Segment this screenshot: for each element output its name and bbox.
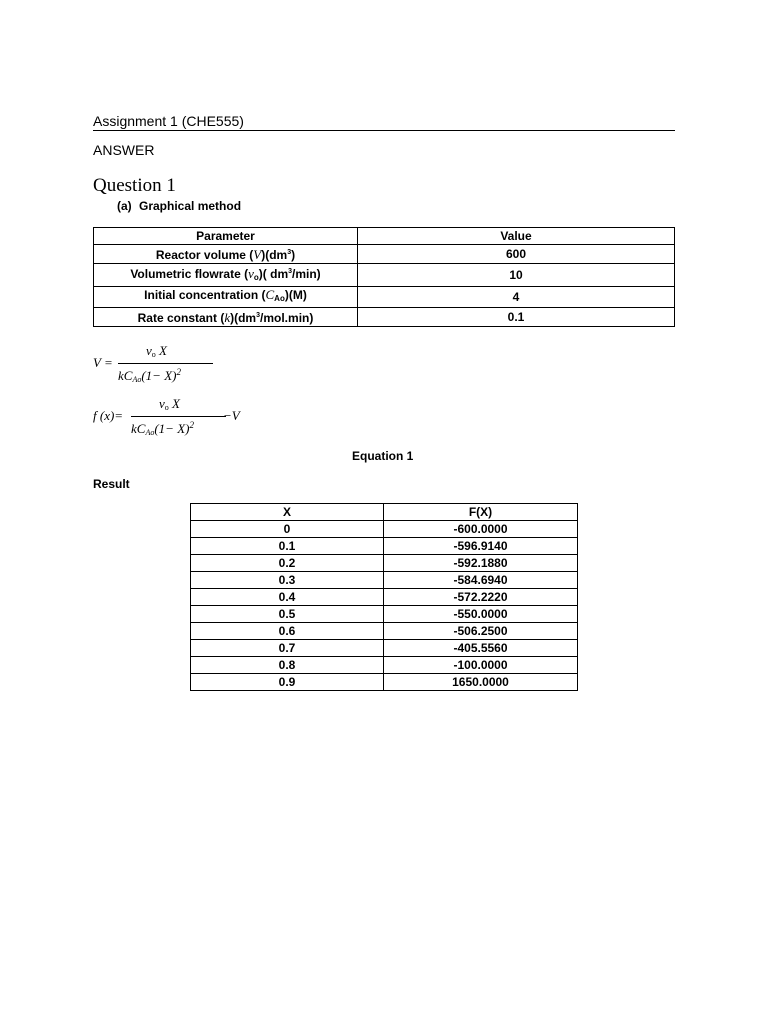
fraction-bar: [118, 363, 213, 364]
answer-label: ANSWER: [93, 142, 155, 158]
x-cell: 0: [191, 521, 384, 538]
parameter-symbol: k: [224, 310, 231, 325]
table-row: [191, 606, 578, 623]
parameter-label: Reactor volume (: [155, 248, 254, 262]
table-row: [94, 245, 675, 264]
part-title: Graphical method: [139, 199, 242, 213]
table-row: [191, 657, 578, 674]
parameter-unit: )(M): [284, 288, 307, 302]
fx-cell: -592.1880: [384, 555, 578, 572]
x-cell: 0.3: [191, 572, 384, 589]
x-cell: 0.4: [191, 589, 384, 606]
parameter-cell: [94, 245, 358, 264]
column-header-x: X: [191, 504, 384, 521]
parameter-unit-tail: /min): [292, 267, 321, 281]
x-cell: 0.1: [191, 538, 384, 555]
x-cell: 0.7: [191, 640, 384, 657]
table-row: [94, 308, 675, 327]
parameter-unit-exponent: 3: [256, 312, 261, 319]
fx-cell: -584.6940: [384, 572, 578, 589]
table-row: [191, 623, 578, 640]
column-header-parameter: Parameter: [94, 228, 358, 245]
table-row: [191, 555, 578, 572]
part-heading: [117, 199, 241, 213]
equation-lhs: V =: [93, 355, 113, 370]
equation-caption: Equation 1: [352, 449, 414, 463]
table-row: [191, 572, 578, 589]
x-cell: 0.5: [191, 606, 384, 623]
document-header: [93, 113, 675, 131]
parameter-cell: [94, 287, 358, 308]
parameter-symbol: V: [253, 247, 262, 262]
equation-denominator: $kC_{Ao}(1- X)^2$: [118, 367, 181, 384]
parameter-symbol: v: [248, 266, 254, 281]
equation-numerator: $v_o$ X: [146, 343, 167, 359]
header-title: Assignment 1 (CHE555): [93, 113, 244, 129]
table-row: [191, 521, 578, 538]
parameter-label: Initial concentration (: [144, 288, 266, 302]
value-cell: 0.1: [358, 308, 675, 327]
fx-cell: 1650.0000: [384, 674, 578, 691]
equation-denominator: $kC_{Ao}(1- X)^2$: [131, 420, 194, 437]
x-cell: 0.2: [191, 555, 384, 572]
parameter-unit: )(dm: [230, 311, 257, 325]
parameter-symbol: C: [265, 287, 275, 302]
result-table: [190, 503, 578, 691]
column-header-value: Value: [358, 228, 675, 245]
parameter-unit-exponent: 3: [288, 268, 293, 275]
part-marker: (a): [117, 199, 132, 213]
fraction-bar: [131, 416, 226, 417]
parameter-label: Rate constant (: [137, 311, 225, 325]
equation-volume: [93, 343, 293, 388]
equation-function: [93, 396, 313, 441]
parameter-unit: )( dm: [258, 267, 289, 281]
parameter-unit-exponent: 3: [287, 249, 292, 256]
x-cell: 0.6: [191, 623, 384, 640]
fx-cell: -600.0000: [384, 521, 578, 538]
table-row: [191, 640, 578, 657]
table-row: [191, 538, 578, 555]
parameter-cell: [94, 264, 358, 287]
table-row: [94, 264, 675, 287]
value-cell: 600: [358, 245, 675, 264]
table-row: [191, 589, 578, 606]
parameter-unit-tail: /mol.min): [260, 311, 314, 325]
result-label: Result: [93, 477, 130, 491]
fx-cell: -596.9140: [384, 538, 578, 555]
x-cell: 0.8: [191, 657, 384, 674]
value-cell: 4: [358, 287, 675, 308]
x-cell: 0.9: [191, 674, 384, 691]
parameter-subscript: Ao: [274, 294, 285, 303]
equation-lhs: f (x)=: [93, 408, 124, 423]
fx-cell: -506.2500: [384, 623, 578, 640]
equation-tail: −V: [223, 408, 240, 423]
parameter-unit: )(dm: [261, 248, 288, 262]
table-header-row: [94, 228, 675, 245]
table-row: [191, 674, 578, 691]
parameter-cell: [94, 308, 358, 327]
column-header-fx: F(X): [384, 504, 578, 521]
fx-cell: -572.2220: [384, 589, 578, 606]
question-title: Question 1: [93, 175, 176, 196]
value-cell: 10: [358, 264, 675, 287]
parameter-subscript: o: [253, 273, 259, 282]
equation-numerator: $v_o$ X: [159, 396, 180, 412]
fx-cell: -100.0000: [384, 657, 578, 674]
fx-cell: -550.0000: [384, 606, 578, 623]
fx-cell: -405.5560: [384, 640, 578, 657]
table-header-row: [191, 504, 578, 521]
parameter-label: Volumetric flowrate (: [130, 267, 249, 281]
table-row: [94, 287, 675, 308]
parameter-unit-tail: ): [291, 248, 296, 262]
parameter-table: [93, 227, 675, 327]
